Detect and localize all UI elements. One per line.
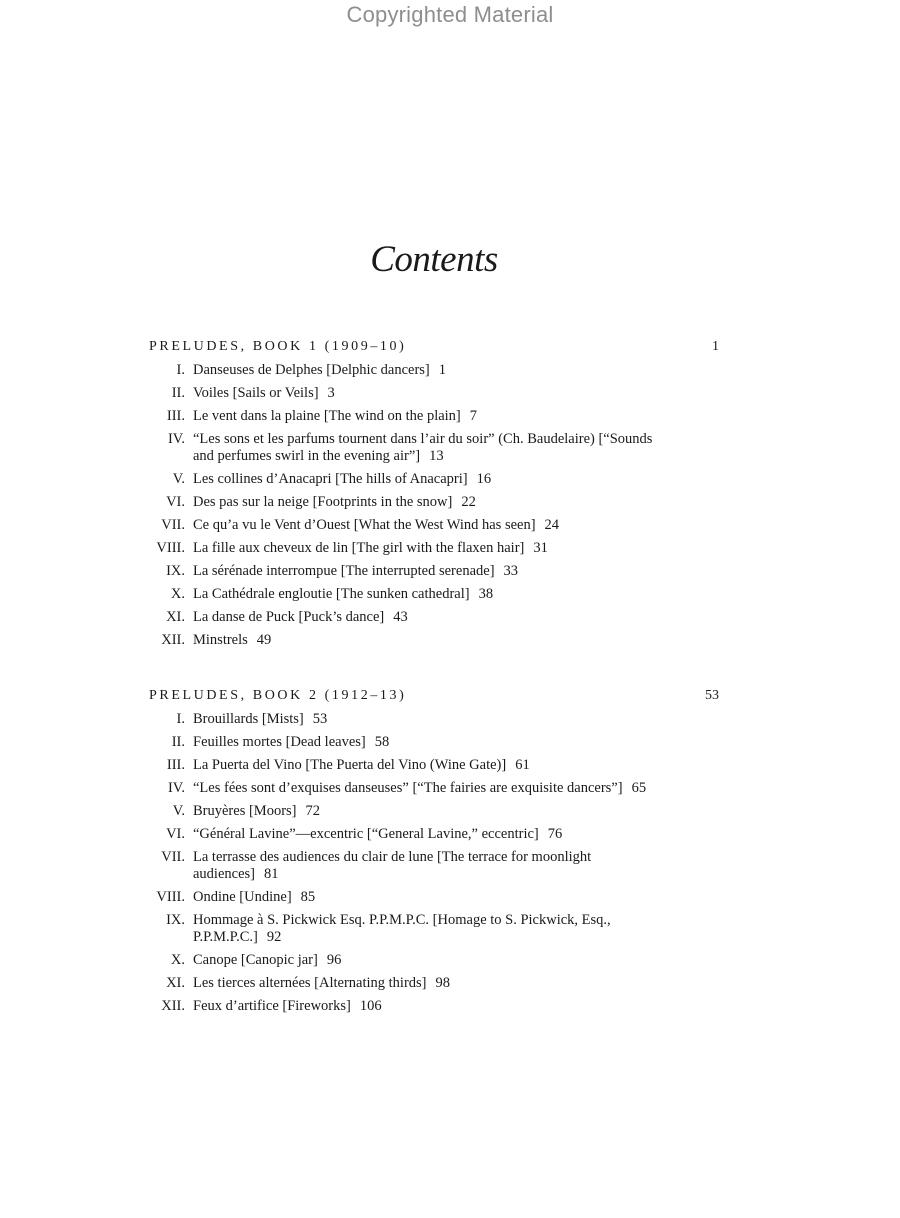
part-heading-text: PRELUDES, BOOK 2 (1912–13) bbox=[149, 688, 407, 703]
entry-title: Voiles [Sails or Veils] bbox=[193, 385, 319, 401]
entry-title: Des pas sur la neige [Footprints in the snow] bbox=[193, 494, 453, 510]
entry-title: Hommage à S. Pickwick Esq. P.P.M.P.C. [Homage to S. Pickwick, Esq., P.P.M.P.C.] bbox=[193, 912, 611, 945]
entry-number: VIII. bbox=[156, 540, 185, 556]
entry-title: “Les fées sont d’exquises danseuses” [“The fairies are exquisite dancers”] bbox=[193, 780, 623, 796]
entry-number: VI. bbox=[166, 494, 185, 510]
toc-entry[interactable] bbox=[0, 408, 900, 425]
entry-title: Les tierces alternées [Alternating thirds] bbox=[193, 975, 427, 991]
entry-page: 43 bbox=[393, 609, 408, 625]
toc-entry[interactable] bbox=[0, 912, 900, 946]
toc-entry[interactable] bbox=[0, 803, 900, 820]
entry-title: Canope [Canopic jar] bbox=[193, 952, 318, 968]
toc-entry[interactable] bbox=[0, 517, 900, 534]
entry-page: 58 bbox=[374, 734, 390, 750]
entry-number: XII. bbox=[161, 998, 185, 1014]
toc-entry[interactable] bbox=[0, 849, 900, 883]
part-heading-book-2 bbox=[149, 688, 719, 704]
entry-title: “Général Lavine”—excentric [“General Lavine,” eccentric] bbox=[193, 826, 539, 842]
entry-title: Danseuses de Delphes [Delphic dancers] bbox=[193, 362, 430, 378]
entry-number: XI. bbox=[166, 609, 185, 625]
toc-entry[interactable] bbox=[0, 586, 900, 603]
entry-number: IX. bbox=[166, 912, 185, 928]
entry-title: La Cathédrale engloutie [The sunken cathedral] bbox=[193, 586, 470, 602]
toc-entry[interactable] bbox=[0, 889, 900, 906]
toc-entry[interactable] bbox=[0, 563, 900, 580]
entry-title: La fille aux cheveux de lin [The girl with the flaxen hair] bbox=[193, 540, 525, 556]
entry-page: 33 bbox=[503, 563, 519, 579]
entry-number: XI. bbox=[166, 975, 185, 991]
entry-title: Ce qu’a vu le Vent d’Ouest [What the West Wind has seen] bbox=[193, 517, 536, 533]
entry-number: III. bbox=[166, 408, 185, 424]
entry-number: I. bbox=[176, 711, 185, 727]
entry-page: 81 bbox=[264, 866, 279, 882]
entry-title: La sérénade interrompue [The interrupted serenade] bbox=[193, 563, 495, 579]
entry-number: III. bbox=[166, 757, 185, 773]
entry-title: Feux d’artifice [Fireworks] bbox=[193, 998, 351, 1014]
entry-number: IV. bbox=[167, 780, 185, 796]
page-title: Contents bbox=[370, 239, 498, 280]
entry-page: 38 bbox=[478, 586, 494, 602]
toc-entry[interactable] bbox=[0, 757, 900, 774]
entry-number: II. bbox=[171, 385, 185, 401]
entry-number: IX. bbox=[166, 563, 185, 579]
entry-page: 31 bbox=[533, 540, 548, 556]
entry-page: 72 bbox=[305, 803, 320, 819]
toc-list-book-1 bbox=[0, 362, 900, 655]
part-heading-book-1 bbox=[149, 339, 719, 355]
entry-page: 98 bbox=[435, 975, 451, 991]
entry-number: V. bbox=[172, 471, 185, 487]
entry-page: 53 bbox=[312, 711, 328, 727]
entry-number: I. bbox=[176, 362, 185, 378]
entry-number: VII. bbox=[161, 517, 185, 533]
entry-page: 49 bbox=[256, 632, 272, 648]
toc-entry[interactable] bbox=[0, 632, 900, 649]
part-heading-text: PRELUDES, BOOK 1 (1909–10) bbox=[149, 339, 407, 354]
entry-page: 96 bbox=[326, 952, 342, 968]
entry-number: XII. bbox=[161, 632, 185, 648]
toc-list-book-2 bbox=[0, 711, 900, 1021]
entry-page: 22 bbox=[461, 494, 476, 510]
entry-page: 1 bbox=[438, 362, 446, 378]
entry-number: II. bbox=[171, 734, 185, 750]
toc-entry[interactable] bbox=[0, 494, 900, 511]
copyright-watermark: Copyrighted Material bbox=[346, 2, 554, 27]
toc-entry[interactable] bbox=[0, 975, 900, 992]
part-page-number: 53 bbox=[705, 688, 719, 703]
toc-entry[interactable] bbox=[0, 609, 900, 626]
entry-page: 3 bbox=[327, 385, 335, 401]
entry-number: X. bbox=[170, 586, 185, 602]
toc-entry[interactable] bbox=[0, 952, 900, 969]
toc-entry[interactable] bbox=[0, 540, 900, 557]
entry-title: Brouillards [Mists] bbox=[193, 711, 304, 727]
entry-title: “Les sons et les parfums tournent dans l’air du soir” (Ch. Baudelaire) [“Sounds and perfumes swirl in the evening air”] bbox=[193, 431, 653, 464]
entry-title: Bruyères [Moors] bbox=[193, 803, 297, 819]
entry-page: 24 bbox=[544, 517, 560, 533]
entry-page: 13 bbox=[429, 448, 444, 464]
entry-number: VIII. bbox=[156, 889, 185, 905]
toc-entry[interactable] bbox=[0, 826, 900, 843]
entry-number: X. bbox=[170, 952, 185, 968]
entry-page: 61 bbox=[515, 757, 530, 773]
entry-title: Minstrels bbox=[193, 632, 248, 648]
entry-page: 7 bbox=[469, 408, 478, 424]
entry-page: 92 bbox=[266, 929, 282, 945]
entry-page: 106 bbox=[359, 998, 382, 1014]
entry-number: VII. bbox=[161, 849, 185, 865]
entry-page: 16 bbox=[476, 471, 492, 487]
toc-entry[interactable] bbox=[0, 362, 900, 379]
toc-entry[interactable] bbox=[0, 998, 900, 1015]
entry-number: IV. bbox=[167, 431, 185, 447]
toc-entry[interactable] bbox=[0, 471, 900, 488]
toc-entry[interactable] bbox=[0, 711, 900, 728]
toc-entry[interactable] bbox=[0, 780, 900, 797]
toc-entry[interactable] bbox=[0, 385, 900, 402]
entry-page: 76 bbox=[547, 826, 563, 842]
entry-title: La Puerta del Vino [The Puerta del Vino (Wine Gate)] bbox=[193, 757, 507, 773]
entry-title: Feuilles mortes [Dead leaves] bbox=[193, 734, 366, 750]
toc-entry[interactable] bbox=[0, 734, 900, 751]
entry-number: V. bbox=[172, 803, 185, 819]
entry-page: 65 bbox=[631, 780, 647, 796]
toc-entry[interactable] bbox=[0, 431, 900, 465]
entry-title: Le vent dans la plaine [The wind on the plain] bbox=[193, 408, 461, 424]
entry-title: Les collines d’Anacapri [The hills of Anacapri] bbox=[193, 471, 468, 487]
entry-title: Ondine [Undine] bbox=[193, 889, 292, 905]
part-page-number: 1 bbox=[712, 339, 719, 354]
entry-title: La danse de Puck [Puck’s dance] bbox=[193, 609, 385, 625]
entry-page: 85 bbox=[300, 889, 316, 905]
entry-number: VI. bbox=[166, 826, 185, 842]
entry-title: La terrasse des audiences du clair de lune [The terrace for moonlight audiences] bbox=[193, 849, 592, 882]
